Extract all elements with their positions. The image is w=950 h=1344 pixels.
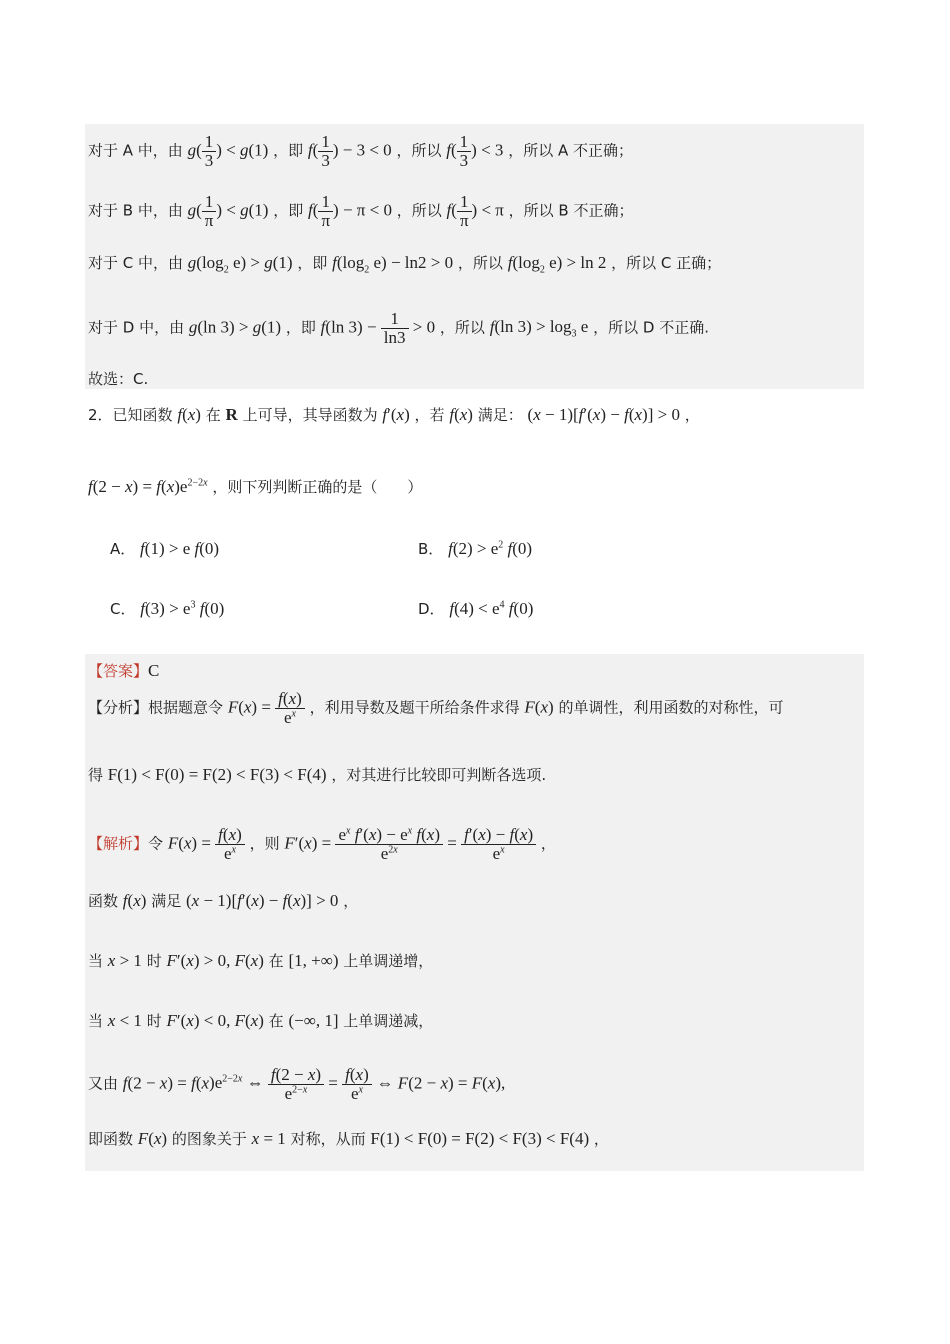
answer-line: 【答案】C [88,661,160,680]
solution-step5: 又由 $f(2 - x) = f(x)e^{2-2x}$ ⇔ $\frac{f(2 - x)}{e^{2-x}}$ = $\frac{f(x)}{e^x}$ ⇔ F(2 − x) = F(x), [88,1065,506,1103]
conclusion-text: 故选：C. [88,370,149,388]
solution-step2: 函数 f(x) 满足 (x − 1)[f′(x) − f(x)] > 0 ， [88,891,359,910]
solution-step4: 当 x < 1 时 F′(x) < 0, F(x) 在 (−∞, 1] 上单调递减， [88,1011,434,1030]
question-stem-line1: 2．已知函数 f(x) 在 R 上可导，其导函数为 f′(x) ，若 f(x) 满足： (x − 1)[f′(x) − f(x)] > 0 ， [88,405,700,424]
option-d[interactable]: D． $f(4) < e^4$ f(0) [418,599,534,618]
solution-line-a: 对于 A 中，由 g( $\frac{1}{3}$ ) < g(1) ，即 f( $\frac{1}{3}$ ) − 3 < 0 ，所以 f( $\frac{1}{3}$ ) < 3 ，所以 A 不正确； [88,132,633,170]
solution-line-c: 对于 C 中，由 $g(\log_2$ e) > g(1) ，即 $f(\log_2$ e) − ln2 > 0 ，所以 $f(\log_2$ e) > ln 2 ，所以 C 正确； [88,253,722,276]
solution-line-d: 对于 D 中，由 g(ln 3) > g(1) ，即 f(ln 3) − $\frac{1}{\ln 3}$ > 0 ，所以 f(ln $3) > \log_3 e$ ，所以 D 不正确. [88,309,709,347]
question-stem-line2: $f(2 - x) = f(x)e^{2-2x}$ ，则下列判断正确的是（ ） [88,477,423,496]
option-c[interactable]: C． $f(3) > e^3$ f(0) [110,599,225,618]
analysis-line2: 得 F(1) < F(0) = F(2) < F(3) < F(4) ，对其进行比较即可判断各选项. [88,765,547,784]
solution-line-b: 对于 B 中，由 g( $\frac{1}{\pi}$ ) < g(1) ，即 f( $\frac{1}{\pi}$ ) − π < 0 ，所以 f( $\frac{1}{\pi}$ ) < π ，所以 B 不正确； [88,192,634,230]
solution-step3: 当 x > 1 时 F′(x) > 0, F(x) 在 [1, +∞) 上单调递增， [88,951,434,970]
analysis-line1: 【分析】根据题意令 F(x) = $\frac{f(x)}{e^x}$ ，利用导数及题干所给条件求得 F(x) 的单调性，利用函数的对称性，可 [88,689,784,727]
solution-step1: 【解析】令 F(x) = $\frac{f(x)}{e^x}$ ，则 F′(x) = $\frac{e^x f'(x) - e^x f(x)}{e^{2x}}$ = $\frac{f'(x) - f(x)}{e^x}$ ， [88,825,556,863]
option-a[interactable]: A． f(1) > e f(0) [110,539,220,558]
solution-step6: 即函数 F(x) 的图象关于 x = 1 对称，从而 F(1) < F(0) = F(2) < F(3) < F(4) ， [88,1129,609,1148]
option-b[interactable]: B． $f(2) > e^2$ f(0) [418,539,533,558]
